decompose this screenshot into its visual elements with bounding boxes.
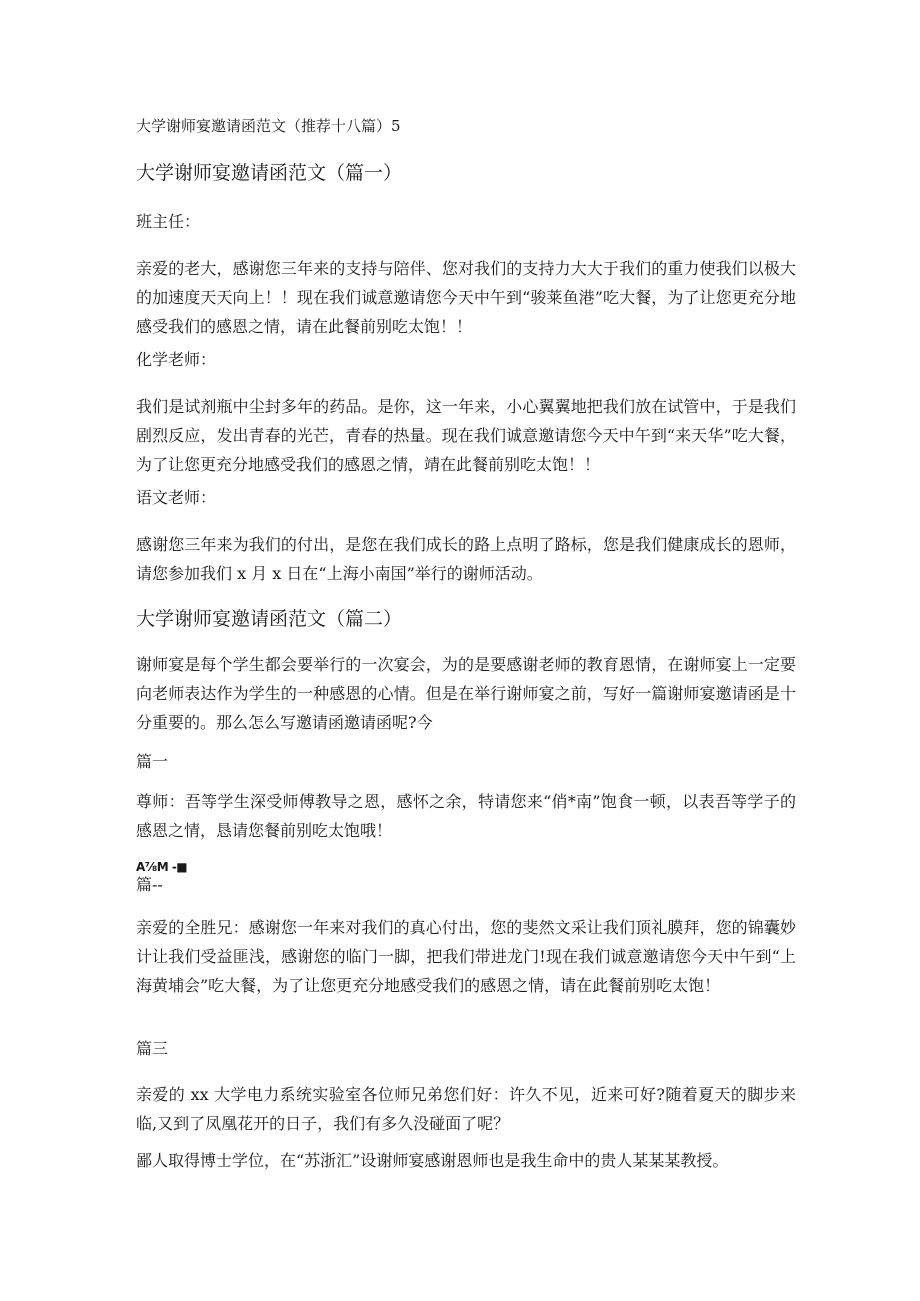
piece-label-2: 篇-- bbox=[136, 875, 163, 894]
paragraph-piece-1: 尊师：吾等学生深受师傅教导之恩，感怀之余，特请您来“俏*南”饱食一顿，以表吾等学子的感恩之情，恳请您餐前别吃太饱哦！ bbox=[136, 792, 796, 840]
document-title: 大学谢师宴邀请函范文（推荐十八篇）5 bbox=[136, 117, 401, 135]
paragraph-chinese-teacher: 感谢您三年来为我们的付出，是您在我们成长的路上点明了路标，您是我们健康成长的恩师，请您参加我们 x 月 x 日在“上海小南国”举行的谢师活动。 bbox=[136, 535, 796, 583]
paragraph-piece-4: 鄙人取得博士学位，在“苏浙汇”设谢师宴感谢恩师也是我生命中的贵人某某某教授。 bbox=[136, 1151, 729, 1170]
paragraph-piece-2: 亲爱的全胜兄：感谢您一年来对我们的真心付出，您的斐然文采让我们顶礼膜拜，您的锦囊妙计让我们受益匪浅，感谢您的临门一脚，把我们带进龙门!现在我们诚意邀请您今天中午到“上海黄埔会”吃大餐，为了让您更充分地感受我们的感恩之情，请在此餐前别吃太饱！ bbox=[136, 918, 796, 995]
salutation-head-teacher: 班主任： bbox=[136, 212, 201, 231]
paragraph-intro: 谢师宴是每个学生都会要举行的一次宴会，为的是要感谢老师的教育恩情，在谢师宴上一定要向老师表达作为学生的一种感恩的心情。但是在举行谢师宴之前，写好一篇谢师宴邀请函是十分重要的。那么怎么写邀请函邀请函呢?今 bbox=[136, 655, 796, 732]
paragraph-piece-3: 亲爱的 xx 大学电力系统实验室各位师兄弟您们好：许久不见，近来可好?随着夏天的脚步来临,又到了凤凰花开的日子，我们有多久没碰面了呢？ bbox=[136, 1085, 796, 1133]
piece-label-3: 篇三 bbox=[136, 1039, 169, 1058]
salutation-chemistry-teacher: 化学老师： bbox=[136, 350, 217, 369]
paragraph-head-teacher: 亲爱的老大，感谢您三年来的支持与陪伴、您对我们的支持力大大于我们的重力使我们以极大的加速度天天向上！！现在我们诚意邀请您今天中午到“骏莱鱼港”吃大餐，为了让您更充分地感受我们的感恩之情，请在此餐前别吃太饱！！ bbox=[136, 259, 796, 336]
piece-label-1: 篇一 bbox=[136, 752, 169, 771]
salutation-chinese-teacher: 语文老师： bbox=[136, 488, 217, 507]
section-heading-2: 大学谢师宴邀请函范文（篇二） bbox=[136, 608, 403, 630]
paragraph-chemistry-teacher: 我们是试剂瓶中尘封多年的药品。是你，这一年来，小心翼翼地把我们放在试管中，于是我们剧烈反应，发出青春的光芒，青春的热量。现在我们诚意邀请您今天中午到“来天华”吃大餐，为了让您更充分地感受我们的感恩之情，靖在此餐前别吃太饱！！ bbox=[136, 397, 796, 474]
section-heading-1: 大学谢师宴邀请函范文（篇一） bbox=[136, 162, 403, 184]
artifact-stamp: A⅞M -■ bbox=[136, 860, 188, 874]
